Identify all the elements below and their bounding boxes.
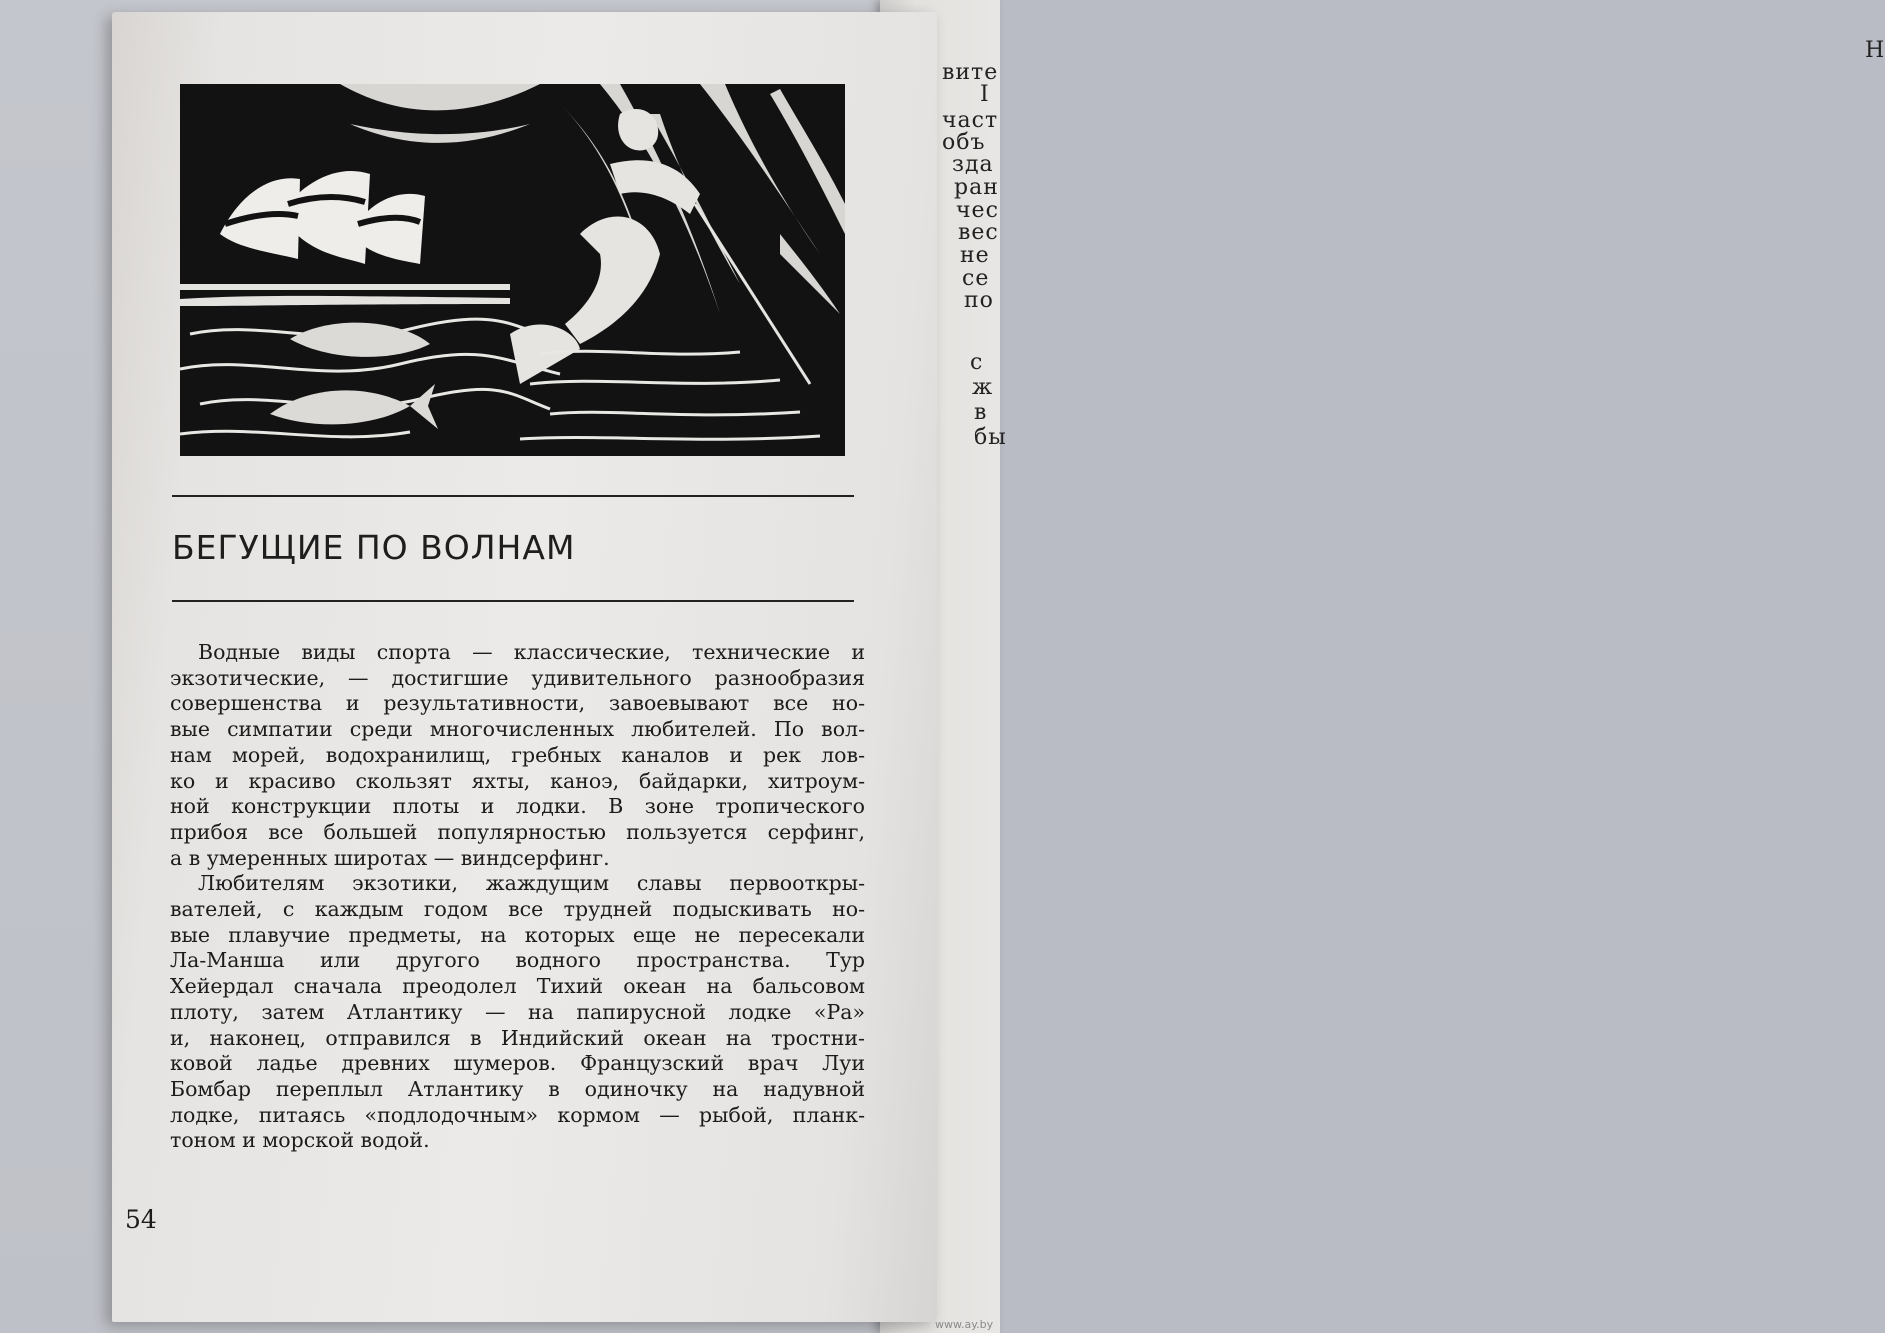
article-body <box>170 640 865 1154</box>
next-page-fragment: зда <box>952 152 994 177</box>
text-line: лодке, питаясь «подлодочным» кормом — рыбой, планк- <box>170 1102 865 1127</box>
next-page-fragment: част <box>942 108 999 133</box>
water-sports-engraving <box>180 84 845 456</box>
text-line: экзотические, — достигшие удивительного разнообразия <box>170 665 865 690</box>
text-line: вателей, с каждым годом все трудней подыскивать но- <box>170 897 865 922</box>
next-page-fragment: по <box>964 288 994 313</box>
text-line: ко и красиво скользят яхты, каноэ, байдарки, хитроум- <box>170 768 865 793</box>
watermark: www.ay.by <box>935 1318 994 1331</box>
next-page-fragment: бы <box>974 425 1007 450</box>
text-line: Бомбар переплыл Атлантику в одиночку на надувной <box>170 1076 865 1101</box>
next-page-fragment: ран <box>954 175 999 200</box>
next-page-fragment: Н <box>1865 38 1885 63</box>
next-page-fragment: чес <box>956 198 999 223</box>
next-page-fragment: с <box>970 350 984 375</box>
next-page-fragment: в <box>974 400 988 425</box>
next-page-fragment: І <box>980 82 990 107</box>
chapter-title: БЕГУЩИЕ ПО ВОЛНАМ <box>172 528 576 567</box>
woodcut-illustration <box>180 84 845 456</box>
top-title-rule <box>172 495 854 497</box>
text-line: прибоя все большей популярностью пользуется серфинг, <box>170 819 865 844</box>
text-line: Хейердал сначала преодолел Тихий океан на бальсовом <box>170 974 865 999</box>
next-page-fragment: ж <box>972 375 994 400</box>
text-line: и, наконец, отправился в Индийский океан на тростни- <box>170 1025 865 1050</box>
next-page-fragment: не <box>960 243 990 268</box>
next-page-fragment: вес <box>958 220 999 245</box>
next-page-fragment: вите <box>942 60 999 85</box>
text-line: Водные виды спорта — классические, технические и <box>198 640 865 664</box>
bottom-title-rule <box>172 600 854 602</box>
text-line: ной конструкции плоты и лодки. В зоне тропического <box>170 794 865 819</box>
next-page-fragment: объ <box>942 130 986 155</box>
text-line: вые плавучие предметы, на которых еще не пересекали <box>170 922 865 947</box>
text-line: Ла-Манша или другого водного пространства. Тур <box>170 948 865 973</box>
next-page-fragment: се <box>962 266 990 291</box>
text-line: тоном и морской водой. <box>170 1128 430 1153</box>
text-line: нам морей, водохранилищ, гребных каналов и рек лов- <box>170 742 865 767</box>
text-line: Любителям экзотики, жаждущим славы первооткры- <box>198 871 865 896</box>
text-line: плоту, затем Атлантику — на папирусной лодке «Ра» <box>170 999 865 1024</box>
text-line: ковой ладье древних шумеров. Французский врач Луи <box>170 1051 865 1076</box>
text-line: а в умеренных широтах — виндсерфинг. <box>170 845 610 870</box>
page-number: 54 <box>125 1205 157 1234</box>
text-line: совершенства и результативности, завоевывают все но- <box>170 691 865 716</box>
text-line: вые симпатии среди многочисленных любителей. По вол- <box>170 717 865 742</box>
